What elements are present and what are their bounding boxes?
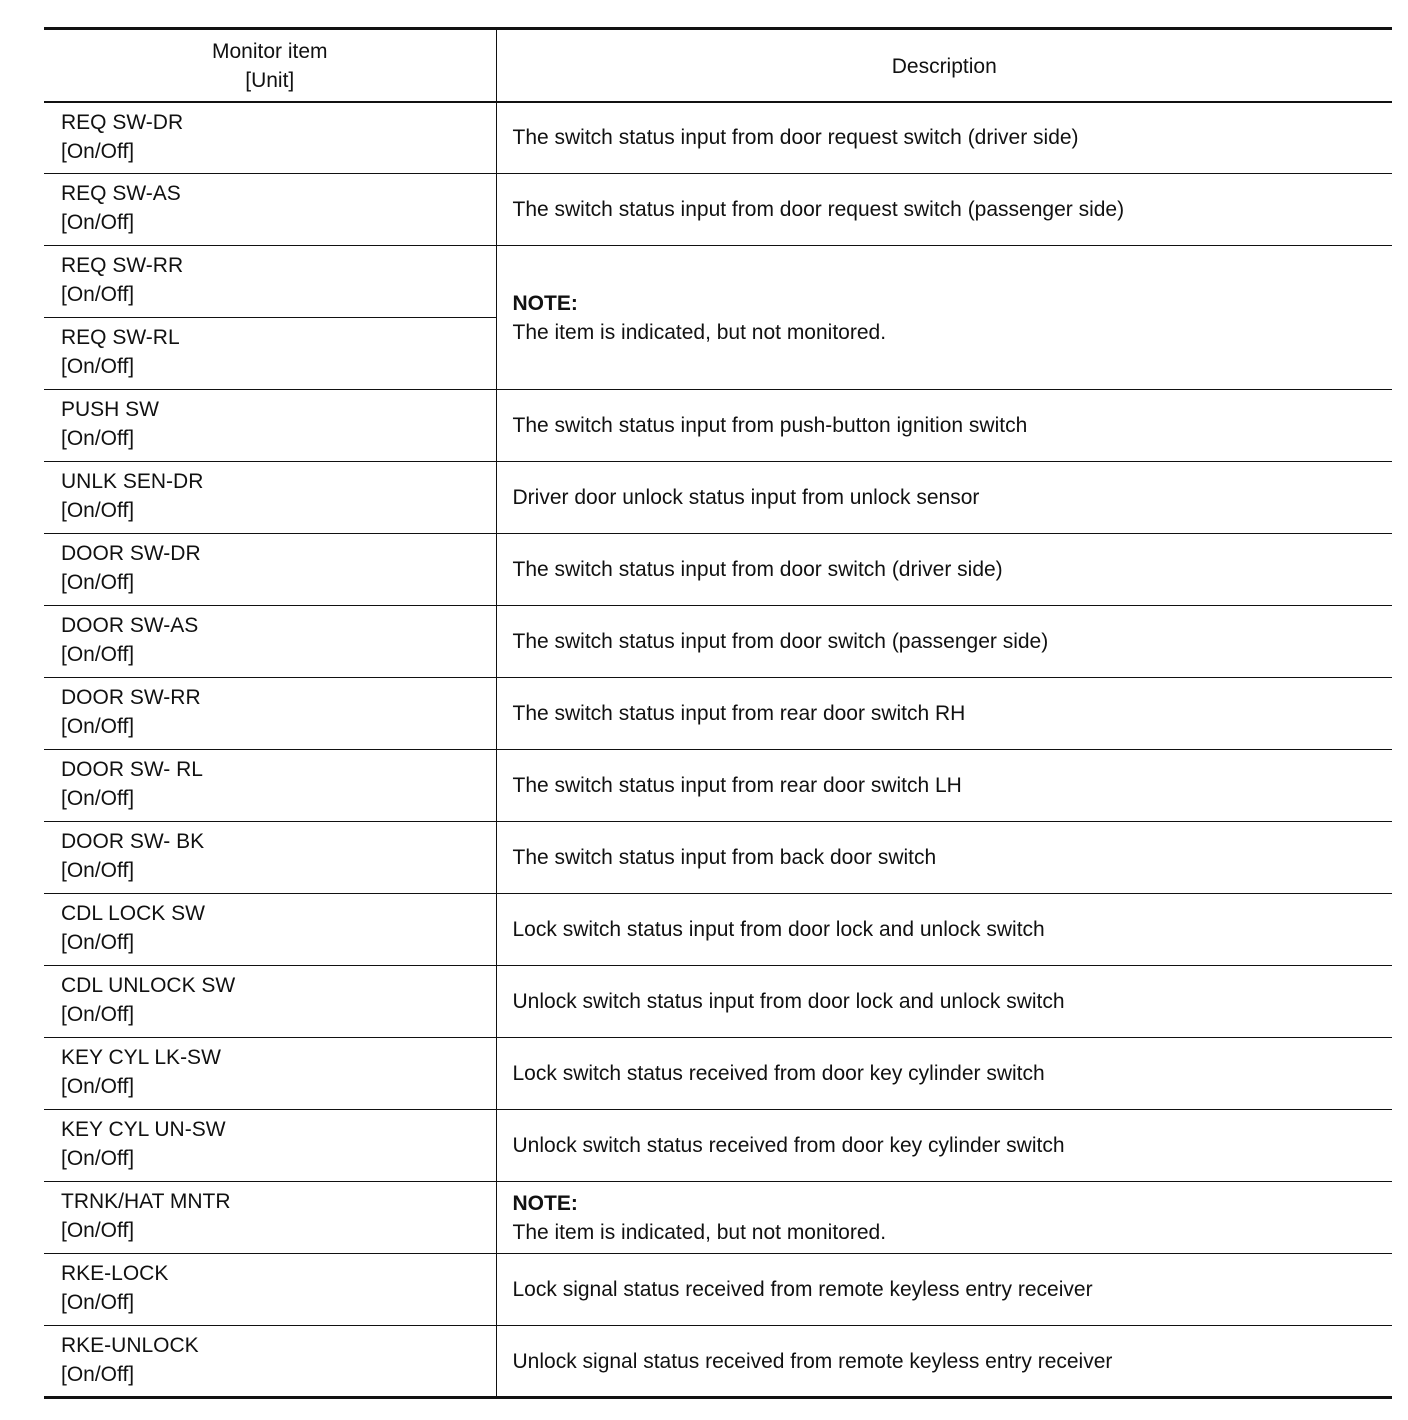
description-text: Lock switch status received from door key cylinder switch [512,1062,1045,1085]
monitor-item-unit: [On/Off] [61,859,135,882]
description-cell [496,1254,1392,1326]
description-cell [496,102,1392,174]
description-cell [496,894,1392,966]
monitor-item-name: KEY CYL UN-SW [61,1118,226,1141]
monitor-item-cell [44,606,496,678]
monitor-item-unit: [On/Off] [61,1363,135,1386]
monitor-item-name: DOOR SW- RL [61,758,203,781]
description-cell [496,678,1392,750]
note-text: The item is indicated, but not monitored. [512,1220,887,1244]
monitor-item-cell [44,246,496,318]
header-description-label: Description [891,54,997,78]
description-text: The switch status input from door request switch (driver side) [512,126,1079,150]
description-cell [496,966,1392,1038]
description-text: Unlock signal status received from remote keyless entry receiver [512,1349,1113,1373]
description-cell [496,1110,1392,1182]
monitor-item-name: RKE-UNLOCK [61,1334,199,1357]
description-text: The switch status input from door switch (driver side) [512,558,1003,581]
table-row [44,822,1392,894]
monitor-item-cell [44,750,496,822]
description-text: The switch status input from push-button ignition switch [512,414,1028,437]
monitor-item-unit: [On/Off] [61,1003,135,1026]
monitor-item-name: DOOR SW-AS [61,614,199,637]
header-monitor-item [44,29,496,102]
monitor-item-name: REQ SW-DR [61,110,184,134]
monitor-item-unit: [On/Off] [61,931,135,954]
table-row [44,606,1392,678]
monitor-item-cell [44,462,496,534]
monitor-item-name: CDL LOCK SW [61,902,205,925]
description-cell [496,534,1392,606]
monitor-item-unit: [On/Off] [61,1291,135,1314]
monitor-item-cell [44,1038,496,1110]
monitor-item-cell [44,678,496,750]
monitor-item-unit: [On/Off] [61,1147,135,1170]
monitor-item-unit: [On/Off] [61,427,135,450]
monitor-item-cell [44,1326,496,1398]
monitor-item-cell [44,966,496,1038]
monitor-item-cell [44,894,496,966]
monitor-item-name: TRNK/HAT MNTR [61,1190,231,1213]
monitor-item-unit: [On/Off] [61,571,135,594]
monitor-item-name: PUSH SW [61,398,160,421]
table-row [44,966,1392,1038]
table-row [44,174,1392,246]
monitor-item-unit: [On/Off] [61,499,135,522]
note-text: The item is indicated, but not monitored. [512,320,887,344]
description-text: Lock switch status input from door lock and unlock switch [512,918,1045,941]
monitor-item-unit: [On/Off] [61,355,135,378]
table-row [44,1110,1392,1182]
monitor-item-unit: [On/Off] [61,715,135,738]
monitor-item-unit: [On/Off] [61,787,135,810]
monitor-item-name: DOOR SW- BK [61,830,205,853]
monitor-item-unit: [On/Off] [61,1075,135,1098]
description-cell [496,174,1392,246]
note-cell [496,1182,1392,1254]
description-cell [496,462,1392,534]
monitor-item-cell [44,1110,496,1182]
table-row [44,246,1392,318]
description-cell [496,1038,1392,1110]
monitor-item-name: DOOR SW-RR [61,686,201,709]
description-cell [496,822,1392,894]
description-text: Driver door unlock status input from unlock sensor [512,486,980,509]
monitor-item-cell [44,318,496,390]
monitor-item-cell [44,102,496,174]
header-description [496,29,1392,102]
monitor-item-cell [44,1254,496,1326]
description-text: Unlock switch status input from door lock and unlock switch [512,990,1065,1013]
description-cell [496,1326,1392,1398]
table-row [44,1326,1392,1398]
table-row [44,678,1392,750]
monitor-item-cell [44,822,496,894]
monitor-item-unit: [On/Off] [61,643,135,666]
description-text: The switch status input from back door switch [512,846,937,869]
note-cell [496,246,1392,390]
table-row [44,894,1392,966]
table-row [44,534,1392,606]
monitor-item-unit: [On/Off] [61,211,135,234]
monitor-item-cell [44,174,496,246]
monitor-item-name: UNLK SEN-DR [61,470,204,493]
monitor-item-name: DOOR SW-DR [61,542,201,565]
monitor-item-cell [44,390,496,462]
table-row [44,1182,1392,1254]
document-page [44,27,1392,1399]
monitor-item-name: REQ SW-RR [61,254,184,277]
monitor-item-table [44,27,1392,1399]
description-text: Lock signal status received from remote keyless entry receiver [512,1278,1093,1301]
description-text: Unlock switch status received from door key cylinder switch [512,1134,1065,1157]
monitor-item-name: KEY CYL LK-SW [61,1046,221,1069]
table-row [44,750,1392,822]
monitor-item-name: RKE-LOCK [61,1262,169,1285]
table-row [44,102,1392,174]
monitor-item-name: REQ SW-AS [61,182,181,205]
description-cell [496,750,1392,822]
monitor-item-unit: [On/Off] [61,283,135,306]
monitor-item-name: CDL UNLOCK SW [61,974,236,997]
monitor-item-name: REQ SW-RL [61,326,180,349]
table-row [44,1254,1392,1326]
monitor-item-cell [44,534,496,606]
table-row [44,390,1392,462]
description-cell [496,390,1392,462]
monitor-item-cell [44,1182,496,1254]
header-item-label: Monitor item [211,40,328,64]
header-unit-label: [Unit] [245,69,295,93]
table-row [44,1038,1392,1110]
description-text: The switch status input from rear door switch RH [512,702,966,725]
table-header-row [44,29,1392,102]
description-cell [496,606,1392,678]
description-text: The switch status input from door switch (passenger side) [512,630,1049,653]
note-label: NOTE: [512,291,578,315]
description-text: The switch status input from rear door switch LH [512,774,962,797]
note-label: NOTE: [512,1191,578,1215]
monitor-item-unit: [On/Off] [61,139,135,163]
monitor-item-unit: [On/Off] [61,1219,135,1242]
description-text: The switch status input from door request switch (passenger side) [512,198,1125,221]
table-row [44,462,1392,534]
